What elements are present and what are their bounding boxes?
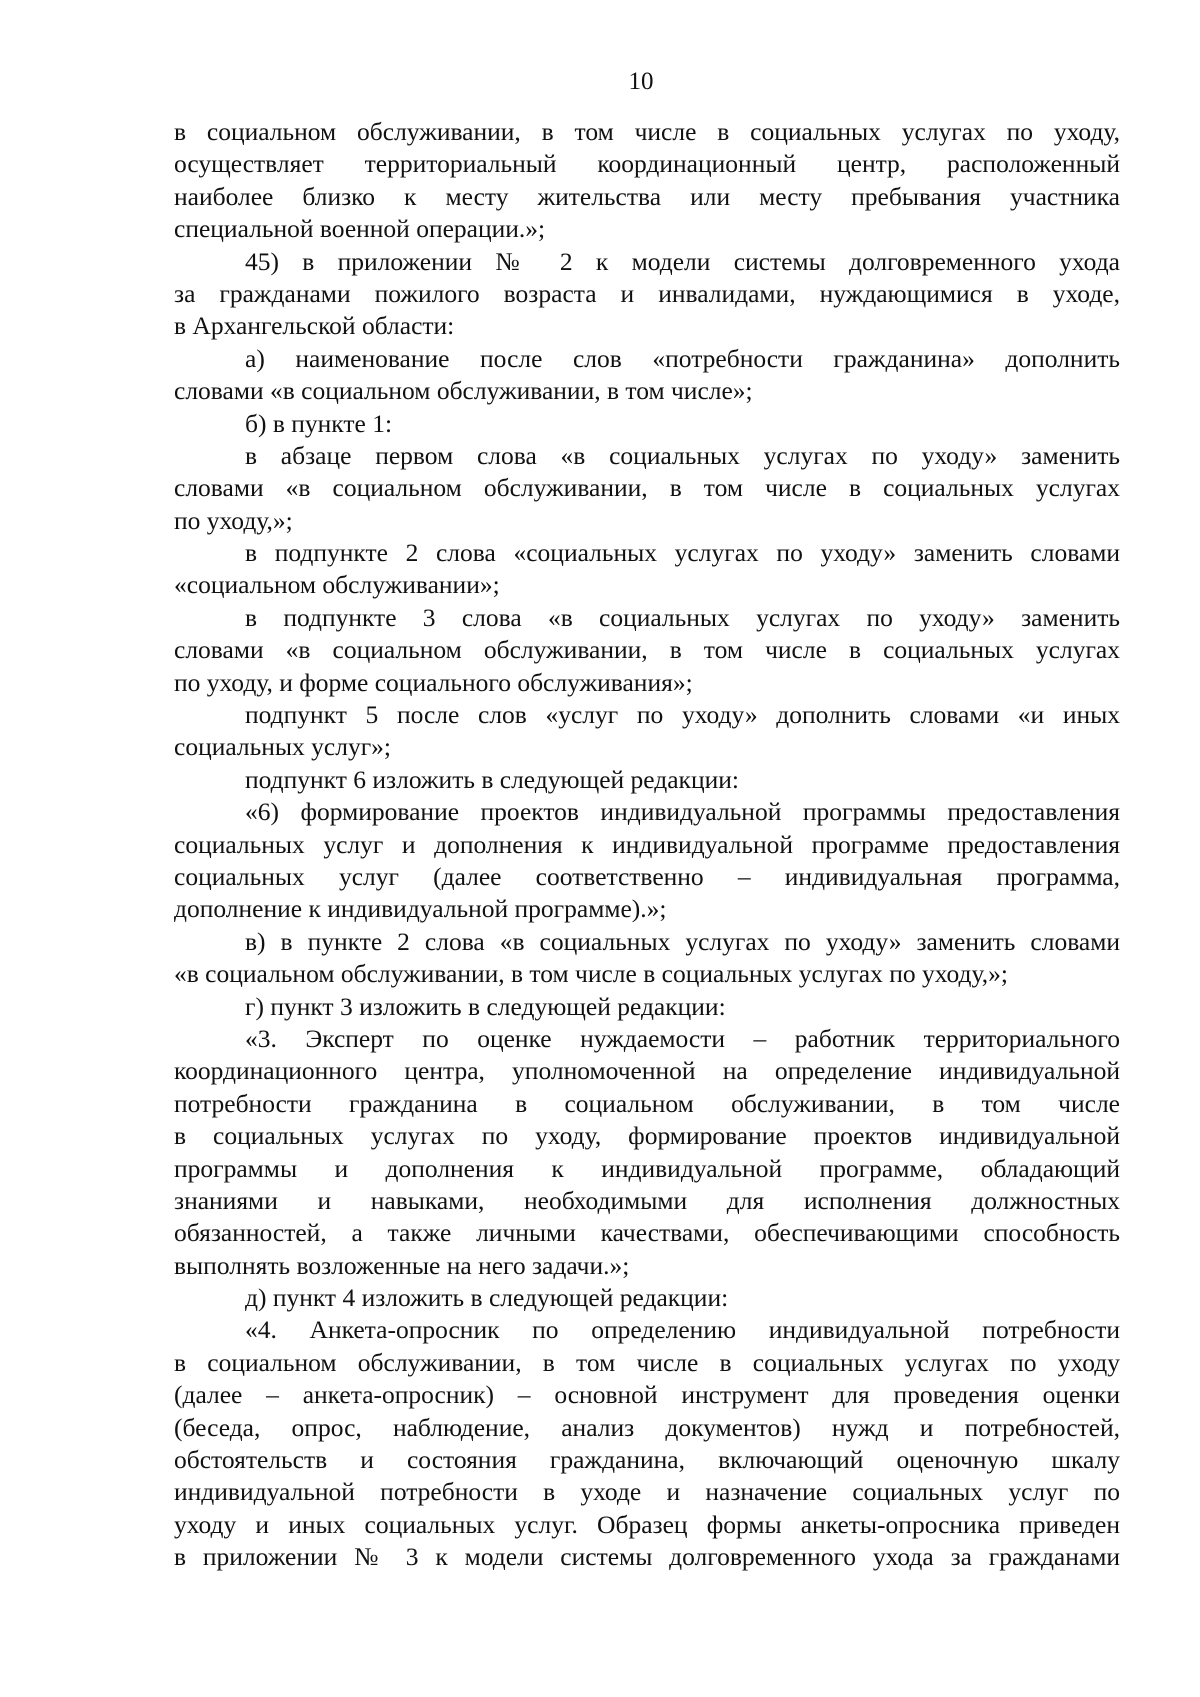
text-line: «4. Анкета-опросник по определению индивидуальной потребности (245, 1315, 1120, 1345)
text-line: 45) в приложении № 2 к модели системы долговременного ухода (245, 246, 1120, 276)
text-line: «3. Эксперт по оценке нуждаемости – работник территориального (245, 1023, 1120, 1053)
text-line: по уходу, и форме социального обслуживания»; (174, 667, 693, 697)
text-line: по уходу,»; (174, 505, 293, 535)
document-body (174, 116, 1120, 1574)
text-line: «социальном обслуживании»; (174, 570, 500, 600)
text-line: потребности гражданина в социальном обслуживании, в том числе (174, 1088, 1120, 1118)
text-line: уходу и иных социальных услуг. Образец формы анкеты-опросника приведен (174, 1509, 1120, 1539)
text-line: индивидуальной потребности в уходе и назначение социальных услуг по (174, 1477, 1120, 1507)
text-line: подпункт 6 изложить в следующей редакции: (245, 764, 739, 794)
text-line: в приложении № 3 к модели системы долговременного ухода за гражданами (174, 1542, 1120, 1572)
text-line: (далее – анкета-опросник) – основной инструмент для проведения оценки (174, 1380, 1120, 1410)
text-line: обстоятельств и состояния гражданина, включающий оценочную шкалу (174, 1445, 1120, 1475)
text-line: знаниями и навыками, необходимыми для исполнения должностных (174, 1185, 1120, 1215)
text-line: программы и дополнения к индивидуальной программе, обладающий (174, 1153, 1120, 1183)
text-line: социальных услуг (далее соответственно – индивидуальная программа, (174, 861, 1120, 891)
page-number: 10 (628, 68, 654, 95)
text-line: в подпункте 3 слова «в социальных услугах по уходу» заменить (245, 602, 1120, 632)
text-line: дополнение к индивидуальной программе).»; (174, 894, 667, 924)
text-line: (беседа, опрос, наблюдение, анализ документов) нужд и потребностей, (174, 1412, 1120, 1442)
text-line: б) в пункте 1: (245, 408, 393, 438)
text-line: а) наименование после слов «потребности гражданина» дополнить (245, 343, 1120, 373)
text-line: в абзаце первом слова «в социальных услугах по уходу» заменить (245, 440, 1120, 470)
text-line: за гражданами пожилого возраста и инвалидами, нуждающимися в уходе, (174, 278, 1120, 308)
text-line: в социальном обслуживании, в том числе в социальных услугах по уходу (174, 1347, 1120, 1377)
text-line: в Архангельской области: (174, 311, 455, 341)
text-line: специальной военной операции.»; (174, 214, 546, 244)
text-line: социальных услуг»; (174, 732, 391, 762)
text-line: выполнять возложенные на него задачи.»; (174, 1250, 630, 1280)
text-line: г) пункт 3 изложить в следующей редакции: (245, 991, 726, 1021)
text-line: д) пункт 4 изложить в следующей редакции: (245, 1283, 729, 1313)
text-line: в подпункте 2 слова «социальных услугах по уходу» заменить словами (245, 538, 1120, 568)
text-line: подпункт 5 после слов «услуг по уходу» дополнить словами «и иных (245, 700, 1120, 730)
text-line: словами «в социальном обслуживании, в том числе в социальных услугах (174, 473, 1120, 503)
text-line: наиболее близко к месту жительства или месту пребывания участника (174, 181, 1120, 211)
text-line: словами «в социальном обслуживании, в том числе»; (174, 376, 753, 406)
text-line: в социальных услугах по уходу, формирование проектов индивидуальной (174, 1121, 1120, 1151)
text-line: обязанностей, а также личными качествами, обеспечивающими способность (174, 1218, 1120, 1248)
text-line: осуществляет территориальный координационный центр, расположенный (174, 149, 1120, 179)
text-line: в социальном обслуживании, в том числе в социальных услугах по уходу, (174, 117, 1120, 146)
text-line: в) в пункте 2 слова «в социальных услугах по уходу» заменить словами (245, 926, 1120, 956)
text-line: словами «в социальном обслуживании, в том числе в социальных услугах (174, 635, 1120, 665)
text-line: «в социальном обслуживании, в том числе в социальных услугах по уходу,»; (174, 959, 1008, 989)
text-line: «6) формирование проектов индивидуальной программы предоставления (245, 797, 1120, 827)
text-line: координационного центра, уполномоченной на определение индивидуальной (174, 1056, 1120, 1086)
text-line: социальных услуг и дополнения к индивидуальной программе предоставления (174, 829, 1120, 859)
